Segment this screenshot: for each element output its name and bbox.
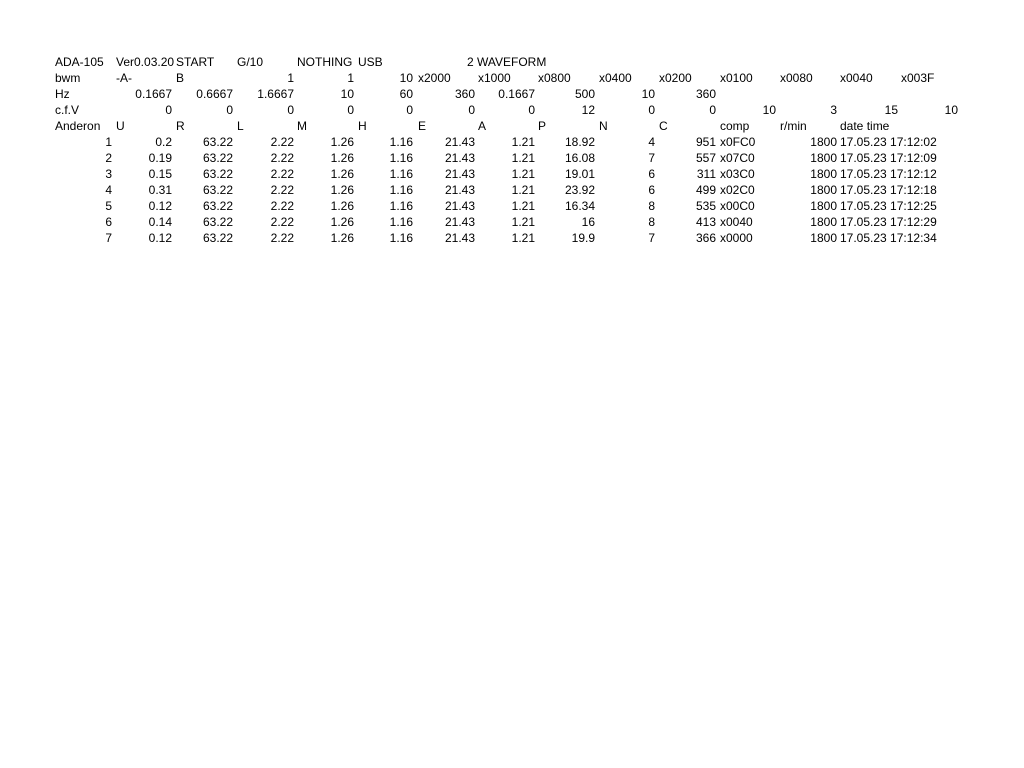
bwm-cell[interactable]: 10 (399, 71, 413, 85)
column-header-cell[interactable]: P (538, 119, 547, 133)
column-header-cell[interactable]: R (176, 119, 185, 133)
table-cell[interactable]: 21.43 (444, 135, 475, 149)
spreadsheet-sheet (0, 54, 1024, 246)
table-cell[interactable]: 4 (648, 135, 655, 149)
bwm-cell[interactable]: x0800 (538, 71, 571, 85)
table-cell[interactable]: 63.22 (202, 231, 233, 245)
cfv-cell[interactable]: 12 (581, 103, 595, 117)
table-cell[interactable]: 1.26 (330, 183, 354, 197)
table-cell[interactable]: 63.22 (202, 199, 233, 213)
table-cell[interactable]: 1.26 (330, 215, 354, 229)
cfv-cell[interactable]: 0 (709, 103, 716, 117)
hz-cell[interactable]: 360 (454, 87, 475, 101)
bwm-cell[interactable]: -A- (116, 71, 132, 85)
column-header-cell[interactable]: date time (840, 119, 890, 133)
datetime-cell[interactable]: 17.05.23 17:12:02 (840, 135, 937, 149)
table-cell[interactable]: 1.26 (330, 167, 354, 181)
table-row (0, 166, 1024, 182)
comp-cell[interactable]: x07C0 (720, 151, 755, 165)
datetime-cell[interactable]: 17.05.23 17:12:34 (840, 231, 937, 245)
column-header-cell[interactable]: U (116, 119, 125, 133)
hz-cell[interactable]: 0.1667 (135, 87, 172, 101)
table-cell[interactable]: 21.43 (444, 215, 475, 229)
table-cell[interactable]: 2.22 (270, 231, 294, 245)
datetime-cell[interactable]: 17.05.23 17:12:25 (840, 199, 937, 213)
table-cell[interactable]: 2.22 (270, 135, 294, 149)
rpm-cell[interactable]: 1800 (810, 151, 837, 165)
table-cell[interactable]: 19.01 (564, 167, 595, 181)
table-cell[interactable]: 21.43 (444, 151, 475, 165)
start-cell[interactable]: START (176, 55, 215, 69)
row-index-cell[interactable]: 7 (105, 231, 112, 245)
table-cell[interactable]: 63.22 (202, 215, 233, 229)
bwm-cell[interactable]: x0080 (780, 71, 813, 85)
table-cell[interactable]: 535 (695, 199, 716, 213)
cfv-cell[interactable]: 0 (468, 103, 475, 117)
table-cell[interactable]: 6 (648, 183, 655, 197)
bwm-cell[interactable]: B (176, 71, 185, 85)
column-header-cell[interactable]: M (297, 119, 307, 133)
table-cell[interactable]: 311 (696, 167, 716, 181)
table-cell[interactable]: 0.12 (148, 199, 172, 213)
cfv-label-cell[interactable]: c.f.V (55, 103, 80, 117)
table-cell[interactable]: 951 (695, 135, 716, 149)
table-cell[interactable]: 1.21 (511, 183, 535, 197)
table-cell[interactable]: 557 (695, 151, 716, 165)
hz-cell[interactable]: 0.6667 (196, 87, 233, 101)
column-header-cell[interactable]: E (418, 119, 427, 133)
table-cell[interactable]: 7 (648, 231, 655, 245)
table-cell[interactable]: 63.22 (202, 183, 233, 197)
table-cell[interactable]: 16.08 (564, 151, 595, 165)
row-index-cell[interactable]: 2 (105, 151, 112, 165)
anderon-label-cell[interactable]: Anderon (55, 119, 101, 133)
hz-cell[interactable]: 1.6667 (257, 87, 294, 101)
table-cell[interactable]: 16.34 (564, 199, 595, 213)
table-row (0, 214, 1024, 230)
table-row (0, 198, 1024, 214)
column-header-row (0, 118, 1024, 134)
column-header-cell[interactable]: A (478, 119, 487, 133)
bwm-cell[interactable]: x0200 (659, 71, 692, 85)
table-cell[interactable]: 1.21 (511, 151, 535, 165)
table-row (0, 134, 1024, 150)
table-cell[interactable]: 2.22 (270, 183, 294, 197)
comp-cell[interactable]: x00C0 (720, 199, 755, 213)
cfv-cell[interactable]: 0 (347, 103, 354, 117)
row-index-cell[interactable]: 4 (105, 183, 112, 197)
table-cell[interactable]: 1.26 (330, 151, 354, 165)
table-cell[interactable]: 2.22 (270, 215, 294, 229)
table-cell[interactable]: 0.15 (148, 167, 172, 181)
cfv-cell[interactable]: 0 (287, 103, 294, 117)
table-cell[interactable]: 1.16 (389, 151, 413, 165)
row-index-cell[interactable]: 5 (105, 199, 112, 213)
comp-cell[interactable]: x03C0 (720, 167, 755, 181)
cfv-cell[interactable]: 0 (406, 103, 413, 117)
row-index-cell[interactable]: 1 (105, 135, 112, 149)
table-cell[interactable]: 1.21 (511, 215, 535, 229)
rpm-cell[interactable]: 1800 (810, 183, 837, 197)
rpm-cell[interactable]: 1800 (810, 231, 837, 245)
hz-cell[interactable]: 500 (574, 87, 595, 101)
rpm-cell[interactable]: 1800 (810, 215, 837, 229)
table-cell[interactable]: 21.43 (444, 199, 475, 213)
comp-cell[interactable]: x0000 (720, 231, 753, 245)
bwm-label-cell[interactable]: bwm (55, 71, 81, 85)
table-cell[interactable]: 63.22 (202, 167, 233, 181)
table-cell[interactable]: 413 (695, 215, 716, 229)
rpm-cell[interactable]: 1800 (810, 135, 837, 149)
table-cell[interactable]: 2.22 (270, 167, 294, 181)
cfv-cell[interactable]: 10 (762, 103, 776, 117)
hz-row (0, 86, 1024, 102)
table-cell[interactable]: 1.26 (330, 199, 354, 213)
comp-cell[interactable]: x0040 (720, 215, 753, 229)
bwm-cell[interactable]: x003F (901, 71, 935, 85)
comp-cell[interactable]: x0FC0 (720, 135, 756, 149)
bwm-cell[interactable]: x0100 (720, 71, 753, 85)
hz-cell[interactable]: 60 (399, 87, 413, 101)
bwm-cell[interactable]: x1000 (478, 71, 511, 85)
table-cell[interactable]: 1.26 (330, 231, 354, 245)
table-cell[interactable]: 1.16 (389, 199, 413, 213)
table-cell[interactable]: 499 (695, 183, 716, 197)
hz-label-cell[interactable]: Hz (55, 87, 70, 101)
table-cell[interactable]: 63.22 (202, 151, 233, 165)
bwm-cell[interactable]: 1 (347, 71, 354, 85)
table-cell[interactable]: 1.16 (389, 183, 413, 197)
table-cell[interactable]: 0.19 (148, 151, 172, 165)
usb-cell[interactable]: USB (358, 55, 383, 69)
rpm-cell[interactable]: 1800 (810, 167, 837, 181)
column-header-cell[interactable]: L (237, 119, 244, 133)
table-cell[interactable]: 1.21 (511, 135, 535, 149)
column-header-cell[interactable]: N (599, 119, 608, 133)
cfv-cell[interactable]: 0 (165, 103, 172, 117)
waveform-cell[interactable]: 2 WAVEFORM (467, 55, 547, 69)
table-cell[interactable]: 2.22 (270, 151, 294, 165)
table-cell[interactable]: 2.22 (270, 199, 294, 213)
datetime-cell[interactable]: 17.05.23 17:12:18 (840, 183, 937, 197)
bwm-cell[interactable]: x0040 (840, 71, 873, 85)
hz-cell[interactable]: 360 (695, 87, 716, 101)
model-cell[interactable]: ADA-105 (55, 55, 104, 69)
table-cell[interactable]: 1.16 (389, 231, 413, 245)
table-cell[interactable]: 1.21 (511, 199, 535, 213)
table-cell[interactable]: 19.9 (571, 231, 595, 245)
hz-cell[interactable]: 0.1667 (498, 87, 535, 101)
table-row (0, 230, 1024, 246)
table-cell[interactable]: 0.14 (148, 215, 172, 229)
table-cell[interactable]: 1.16 (389, 135, 413, 149)
table-cell[interactable]: 8 (648, 215, 655, 229)
datetime-cell[interactable]: 17.05.23 17:12:09 (840, 151, 937, 165)
column-header-cell[interactable]: H (358, 119, 367, 133)
table-cell[interactable]: 16 (581, 215, 595, 229)
table-cell[interactable]: 6 (648, 167, 655, 181)
header-row (0, 54, 1024, 70)
gain-cell[interactable]: G/10 (237, 55, 264, 69)
table-cell[interactable]: 21.43 (444, 183, 475, 197)
table-cell[interactable]: 21.43 (444, 231, 475, 245)
table-row (0, 150, 1024, 166)
version-cell[interactable]: Ver0.03.20 (116, 55, 175, 69)
table-cell[interactable]: 18.92 (564, 135, 595, 149)
datetime-cell[interactable]: 17.05.23 17:12:12 (840, 167, 937, 181)
bwm-cell[interactable]: x0400 (599, 71, 632, 85)
bwm-cell[interactable]: x2000 (418, 71, 451, 85)
table-cell[interactable]: 1.21 (511, 231, 535, 245)
cfv-cell[interactable]: 3 (830, 103, 837, 117)
rpm-cell[interactable]: 1800 (810, 199, 837, 213)
cfv-cell[interactable]: 0 (648, 103, 655, 117)
table-cell[interactable]: 0.12 (148, 231, 172, 245)
cfv-cell[interactable]: 0 (226, 103, 233, 117)
bwm-cell[interactable]: 1 (287, 71, 294, 85)
bwm-row (0, 70, 1024, 86)
table-cell[interactable]: 1.21 (511, 167, 535, 181)
nothing-cell[interactable]: NOTHING (297, 55, 353, 69)
table-cell[interactable]: 21.43 (444, 167, 475, 181)
row-index-cell[interactable]: 3 (105, 167, 112, 181)
cfv-row (0, 102, 1024, 118)
table-cell[interactable]: 23.92 (564, 183, 595, 197)
table-cell[interactable]: 1.16 (389, 215, 413, 229)
datetime-cell[interactable]: 17.05.23 17:12:29 (840, 215, 937, 229)
cfv-cell[interactable]: 0 (528, 103, 535, 117)
hz-cell[interactable]: 10 (340, 87, 354, 101)
table-cell[interactable]: 0.31 (148, 183, 172, 197)
column-header-cell[interactable]: comp (720, 119, 750, 133)
comp-cell[interactable]: x02C0 (720, 183, 755, 197)
cfv-cell[interactable]: 15 (884, 103, 898, 117)
column-header-cell[interactable]: r/min (780, 119, 807, 133)
table-cell[interactable]: 63.22 (202, 135, 233, 149)
cfv-cell[interactable]: 10 (944, 103, 958, 117)
hz-cell[interactable]: 10 (641, 87, 655, 101)
table-cell[interactable]: 1.26 (330, 135, 354, 149)
table-cell[interactable]: 1.16 (389, 167, 413, 181)
table-cell[interactable]: 7 (648, 151, 655, 165)
table-row (0, 182, 1024, 198)
column-header-cell[interactable]: C (659, 119, 668, 133)
table-cell[interactable]: 8 (648, 199, 655, 213)
table-cell[interactable]: 0.2 (155, 135, 172, 149)
table-cell[interactable]: 366 (695, 231, 716, 245)
row-index-cell[interactable]: 6 (105, 215, 112, 229)
